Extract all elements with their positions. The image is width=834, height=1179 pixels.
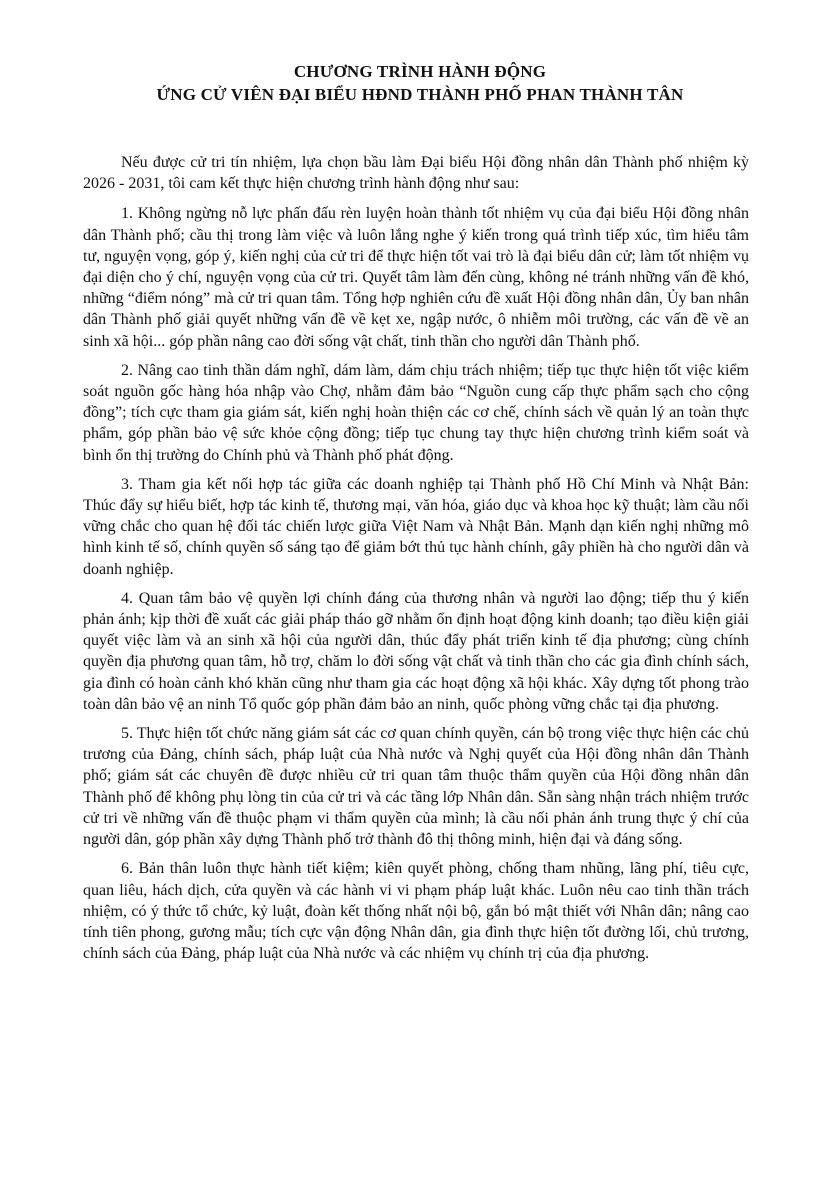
intro-paragraph: Nếu được cử tri tín nhiệm, lựa chọn bầu làm Đại biểu Hội đồng nhân dân Thành phố nhiệm kỳ 2026 - 2031, tôi cam kết thực hiện chương trình hành động như sau: xyxy=(83,154,749,193)
document-title xyxy=(60,60,780,106)
commitment-paragraph-6: 6. Bản thân luôn thực hành tiết kiệm; kiên quyết phòng, chống tham nhũng, lãng phí, tiêu cực, quan liêu, hách dịch, cửa quyền và các hành vi vi phạm pháp luật khác. Luôn nêu cao tinh thần trách nhiệm, có ý thức tổ chức, kỷ luật, đoàn kết thống nhất nội bộ, gắn bó mật thiết với Nhân dân; nâng cao tính tiên phong, gương mẫu; tích cực vận động Nhân dân, gia đình thực hiện tốt đường lối, chủ trương, chính sách của Đảng, pháp luật của Nhà nước và các nhiệm vụ chính trị của địa phương. xyxy=(83,860,749,963)
title-line-1: CHƯƠNG TRÌNH HÀNH ĐỘNG xyxy=(293,62,547,81)
commitment-paragraph-2: 2. Nâng cao tinh thần dám nghĩ, dám làm, dám chịu trách nhiệm; tiếp tục thực hiện tốt việc kiểm soát nguồn gốc hàng hóa nhập vào Chợ, nhằm đảm bảo “Nguồn cung cấp thực phẩm sạch cho cộng đồng”; tích cực tham gia giám sát, kiến nghị hoàn thiện các cơ chế, chính sách về quản lý an toàn thực phẩm, góp phần bảo vệ sức khỏe cộng đồng; tiếp tục chung tay thực hiện chương trình kiểm soát và bình ổn thị trường do Chính phủ và Thành phố phát động. xyxy=(83,361,749,464)
commitment-paragraph-1: 1. Không ngừng nỗ lực phấn đấu rèn luyện hoàn thành tốt nhiệm vụ của đại biểu Hội đồng nhân dân Thành phố; cầu thị trong làm việc và luôn lắng nghe ý kiến trong quá trình tiếp xúc, tìm hiểu tâm tư, nguyện vọng, góp ý, kiến nghị của cử tri để thực hiện tốt vai trò là đại biểu dân cử; làm tốt nhiệm vụ đại diện cho ý chí, nguyện vọng của cử tri. Quyết tâm làm đến cùng, không né tránh những vấn đề khó, những “điểm nóng” mà cử tri quan tâm. Tổng hợp nghiên cứu đề xuất Hội đồng nhân dân, Ủy ban nhân dân Thành phố giải quyết những vấn đề về kẹt xe, ngập nước, ô nhiễm môi trường, các vấn đề về an sinh xã hội... góp phần nâng cao đời sống vật chất, tinh thần cho người dân Thành phố. xyxy=(83,205,749,350)
commitment-paragraph-4: 4. Quan tâm bảo vệ quyền lợi chính đáng của thương nhân và người lao động; tiếp thu ý kiến phản ánh; kịp thời đề xuất các giải pháp tháo gỡ nhằm ổn định hoạt động kinh doanh; tạo điều kiện giải quyết việc làm và an sinh xã hội của người dân, thúc đẩy phát triển kinh tế địa phương; cùng chính quyền địa phương quan tâm, hỗ trợ, chăm lo đời sống vật chất và tinh thần cho các gia đình chính sách, gia đình có hoàn cảnh khó khăn cũng như tham gia các hoạt động xã hội khác. Xây dựng tốt phong trào toàn dân bảo vệ an ninh Tổ quốc góp phần đảm bảo an ninh, quốc phòng vững chắc tại địa phương. xyxy=(83,589,749,713)
title-line-2: ỨNG CỬ VIÊN ĐẠI BIỂU HĐND THÀNH PHỐ PHAN THÀNH TÂN xyxy=(156,85,684,104)
commitment-paragraph-5: 5. Thực hiện tốt chức năng giám sát các cơ quan chính quyền, cán bộ trong việc thực hiện các chủ trương của Đảng, chính sách, pháp luật của Nhà nước và Nghị quyết của Hội đồng nhân dân Thành phố; giám sát các chuyên đề được nhiều cử tri quan tâm thuộc thẩm quyền của Hội đồng nhân dân Thành phố để không phụ lòng tin của cử tri và các tầng lớp Nhân dân. Sẵn sàng nhận trách nhiệm trước cử tri về những vấn đề thuộc phạm vi thẩm quyền của mình; là cầu nối phản ánh trung thực ý chí của người dân, góp phần xây dựng Thành phố trở thành đô thị thông minh, hiện đại và đáng sống. xyxy=(83,725,749,849)
commitment-paragraph-3: 3. Tham gia kết nối hợp tác giữa các doanh nghiệp tại Thành phố Hồ Chí Minh và Nhật Bản: Thúc đẩy sự hiểu biết, hợp tác kinh tế, thương mại, văn hóa, giáo dục và khoa học kỹ thuật; làm cầu nối vững chắc cho quan hệ đối tác chiến lược giữa Việt Nam và Nhật Bản. Mạnh dạn kiến nghị những mô hình kinh tế số, chính quyền số sáng tạo để giảm bớt thủ tục hành chính, gây phiền hà cho người dân và doanh nghiệp. xyxy=(83,475,749,578)
document-body xyxy=(83,152,749,972)
